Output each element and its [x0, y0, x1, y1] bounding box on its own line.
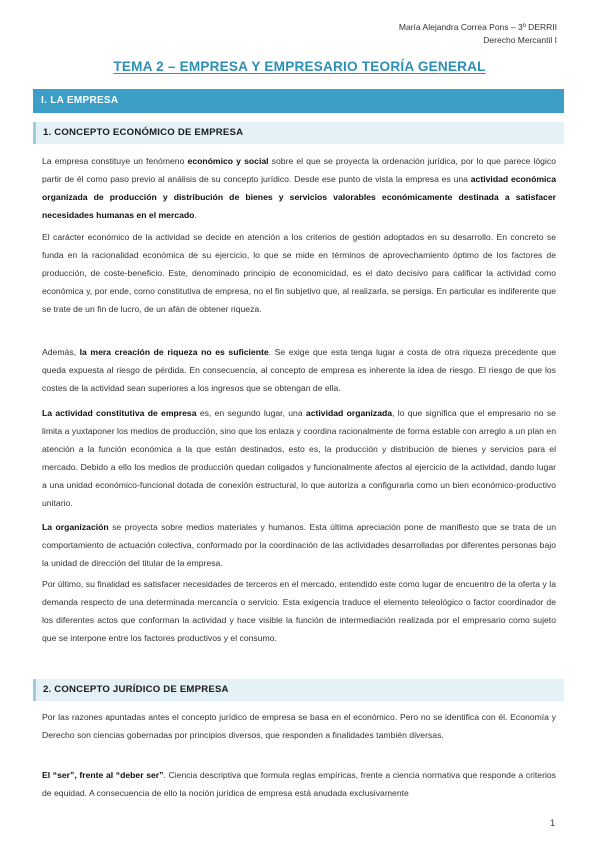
- text-run: Además,: [42, 347, 80, 357]
- subject-line: Derecho Mercantil I: [483, 35, 557, 45]
- text-run: , lo que significa que el empresario no se limita a yuxtaponer los medios de producción, sino que los enlaza y coordina racionalmente de forma estable con arreglo a un plan en atención a la función económica a la que están destinados, esto es, la producción y distribución de bienes y servicios para el mercado. Debido a ello los medios de producción quedan coligados y funcionalmente afectos al ejercicio de la actividad, dando lugar a una unidad económico-funcional dotada de conexión estructural, lo que autoriza a configurarla como un bien económico-productivo unitario.: [42, 408, 556, 509]
- bold-run: La organización: [42, 522, 109, 532]
- text-run: .: [194, 210, 197, 221]
- paragraph-8: [42, 766, 556, 802]
- text-run: La empresa constituye un fenómeno: [42, 156, 188, 166]
- document-title: TEMA 2 – EMPRESA Y EMPRESARIO TEORÍA GENERAL: [113, 59, 486, 74]
- page-header: [399, 21, 557, 47]
- text-run: es, en segundo lugar, una: [196, 408, 306, 418]
- subheading-concepto-juridico: 2. CONCEPTO JURÍDICO DE EMPRESA: [33, 679, 564, 701]
- bold-run: La actividad constitutiva de empresa: [42, 408, 197, 418]
- paragraph-3: [42, 343, 556, 397]
- text-run: . Se exige que esta tenga lugar a costa de otra riqueza precedente que queda expuesta al riesgo de pérdida. En consecuencia, al concepto de empresa es inherente la idea de riesgo. El riesgo de que los costes de la actividad sean superiores a los ingresos que se obtengan de ella.: [42, 347, 556, 394]
- page-number: 1: [550, 818, 555, 828]
- paragraph-1: [42, 152, 556, 224]
- paragraph-2: El carácter económico de la actividad se decide en atención a los criterios de gestión adoptados en su desarrollo. En concreto se funda en la racionalidad económica de su ejercicio, lo que se mide en términos de aprovechamiento óptimo de los factores de producción, de coste-beneficio. Este, denominado principio de economicidad, es el dato decisivo para calificar la actividad como económica y, por ende, como constitutiva de empresa, no el fin subjetivo que, al realizarla, se persiga. En particular es indiferente que se trate de un fin de lucro, de un afán de obtener riqueza.: [42, 232, 556, 315]
- bold-run: la mera creación de riqueza no es suficiente: [79, 347, 269, 357]
- paragraph-5: [42, 518, 556, 572]
- bold-run: actividad económica organizada de producción y distribución de bienes y servicios valorables económicamente destinada a satisfacer necesidades humanas en el mercado: [42, 174, 557, 221]
- bold-run: económico y social: [187, 156, 269, 166]
- bold-run: actividad organizada: [305, 408, 393, 418]
- text-run: . Ciencia descriptiva que formula reglas empíricas, frente a ciencia normativa que responde a criterios de equidad. A consecuencia de ello la noción jurídica de empresa está anudada exclusivamente: [42, 770, 556, 799]
- paragraph-6: Por último, su finalidad es satisfacer necesidades de terceros en el mercado, entendido este como lugar de encuentro de la oferta y la demanda respecto de una determinada mercancía o servicio. Esta exigencia traduce el elemento teleológico o factor coordinador de los diferentes actos que conforman la actividad y hace visible la función de intermediación realizada por el empresario como sujeto que se interpone entre los factores productivos y el consumo.: [42, 579, 556, 644]
- section-heading-la-empresa: I. LA EMPRESA: [33, 89, 564, 113]
- author-line: María Alejandra Correa Pons – 3º DERRII: [398, 22, 557, 32]
- subheading-concepto-economico: 1. CONCEPTO ECONÓMICO DE EMPRESA: [33, 122, 564, 144]
- paragraph-4: [42, 404, 556, 513]
- text-run: sobre el que se proyecta la ordenación jurídica, por lo que parece lógico partir de él como paso previo al análisis de su concepto jurídico. Desde ese punto de vista la empresa es una: [42, 156, 556, 185]
- bold-run: El “ser”, frente al “deber ser”: [42, 770, 164, 780]
- text-run: se proyecta sobre medios materiales y humanos. Esta última apreciación pone de manifiesto que se trata de un comportamiento de actuación colectiva, conformado por la coordinación de las actividades desarrolladas por diferentes personas bajo la unidad de dirección del titular de la empresa.: [42, 522, 556, 569]
- paragraph-7: Por las razones apuntadas antes el concepto jurídico de empresa se basa en el económico. Pero no se identifica con él. Economía y Derecho son ciencias gobernadas por principios diversos, que responden a finalidades también diversas.: [42, 712, 556, 741]
